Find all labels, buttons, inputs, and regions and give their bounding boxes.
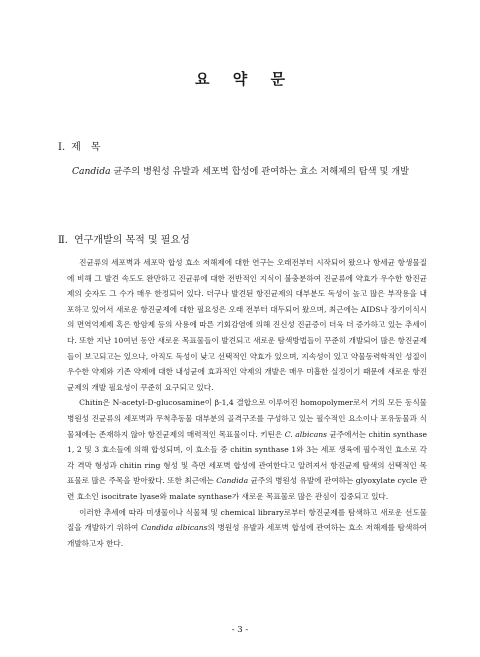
genus-name: Candida bbox=[216, 476, 249, 486]
project-title-italic: Candida bbox=[72, 166, 111, 177]
species-name: C. albicans bbox=[284, 429, 328, 439]
text-run: Chitin은 N-acetyl-D-glucosamine이 β-1,4 결합으로 이루어진 homopolymer로서 거의 모든 동식물 병원성 진균류의 세포벽과 무척추동물 대부분의 골격구조를 구성하고 있는 필수적인 요소이나 포유동물과 식물체에는 존재하지 않아 항진균제의 매력적인 목표물이다. 키틴은 bbox=[67, 398, 427, 439]
project-title bbox=[72, 162, 422, 181]
paragraph-3 bbox=[67, 505, 427, 552]
project-title-text: 균주의 병원성 유발과 세포벽 합성에 관여하는 효소 저해제의 탐색 및 개발 bbox=[110, 166, 409, 177]
page-title: 요 약 문 bbox=[195, 70, 294, 88]
text-run: 균주에서는 chitin synthase 1, 2 및 3 효소들에 의해 합성되며, 이 효소들 중 chitin synthase 1와 3는 세포 생육에 필수적인 효소로 각각 격막 형성과 chitin ring 형성 및 측면 세포벽 합성에 관여한다고 알려져서 항진균제 탐색의 선택적인 목표물로 많은 주목을 받아왔다. 또한 최근에는 bbox=[67, 429, 427, 486]
page-number: - 3 - bbox=[231, 625, 249, 635]
section-heading-title bbox=[58, 138, 100, 153]
text-run: 이러한 추세에 따라 미생물이나 식물체 및 chemical library로부터 항진균제를 탐색하고 새로운 선도물질을 개발하기 위하여 bbox=[67, 507, 427, 533]
text-run: 균주의 병원성 유발에 관여하는 glyoxylate cycle 관련 효소인 isocitrate lyase와 malate synthase가 새로운 목표물로 많은 관심이 집중되고 있다. bbox=[67, 476, 427, 501]
section-heading-purpose bbox=[58, 231, 190, 246]
section-label: 제 목 bbox=[71, 142, 101, 153]
section-label: 연구개발의 목적 및 필요성 bbox=[73, 235, 190, 246]
species-name: Candida albicans bbox=[141, 523, 208, 533]
section-number: Ⅰ. bbox=[58, 142, 66, 153]
text-run: 의 병원성 유발과 세포벽 합성에 관여하는 효소 저해제를 탐색하여 개발하고자 한다. bbox=[67, 523, 427, 548]
paragraph-1: 진균류의 세포벽과 세포막 합성 효소 저해제에 대한 연구는 오래전부터 시작되어 왔으나 항세균 항생물질에 비해 그 발견 속도도 완만하고 진균류에 대한 전반적인 지식이 불충분하여 진균류에 약효가 우수한 항진균제의 숫자도 그 수가 매우 한정되어 있다. 더구나 발견된 항진균제의 대부분도 독성이 높고 많은 부작용을 내포하고 있어서 새로운 항진균제에 대한 필요성은 오래 전부터 대두되어 왔으며, 최근에는 AIDS나 장기이식시의 면역억제제 혹은 항암제 등의 사용에 따른 기회감염에 의해 진신성 진균증이 더욱 더 증가하고 있는 추세이다. 또한 지난 10여년 동안 새로운 목표물들이 발견되고 새로운 탐색방법들이 꾸준히 개발되어 많은 항진균제들이 보고되고는 있으나, 아직도 독성이 낮고 선택적인 약효가 있으며, 지속성이 있고 약물동력학적인 성질이 우수한 약제와 기존 약제에 대한 내성균에 효과적인 약제의 개발은 매우 미흡한 실정이기 때문에 새로운 항진균제의 개발 필요성이 꾸준히 요구되고 있다. bbox=[67, 258, 427, 392]
body-text bbox=[67, 255, 427, 551]
section-number: Ⅱ. bbox=[58, 235, 68, 246]
paragraph-2 bbox=[67, 395, 427, 504]
